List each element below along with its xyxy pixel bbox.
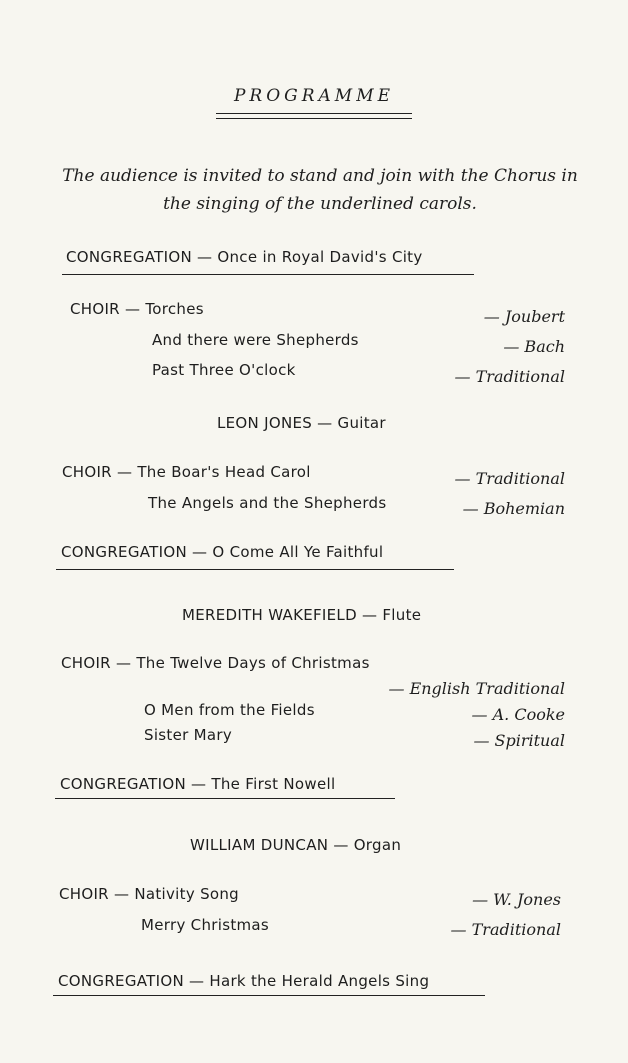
choir-3b: O Men from the Fields	[144, 701, 315, 719]
soloist-3: WILLIAM DUNCAN — Organ	[190, 836, 402, 854]
underline-4	[53, 995, 485, 996]
composer-2: — Traditional	[454, 469, 565, 488]
composer-3c: — Spiritual	[473, 731, 565, 750]
choir-2: CHOIR — The Boar's Head Carol	[62, 463, 311, 481]
page-title: PROGRAMME	[233, 86, 395, 106]
intro-text	[40, 162, 600, 218]
title-rule-bottom	[216, 118, 412, 119]
underline-2	[56, 569, 454, 570]
title-rule-top	[216, 113, 412, 114]
composer-4: — W. Jones	[472, 890, 561, 909]
congregation-3: CONGREGATION — The First Nowell	[60, 775, 336, 793]
composer-3: — English Traditional	[388, 679, 565, 698]
underline-3	[55, 798, 395, 799]
choir-4b: Merry Christmas	[141, 916, 270, 934]
choir-1c: Past Three O'clock	[152, 361, 296, 379]
congregation-4: CONGREGATION — Hark the Herald Angels Sing	[58, 972, 430, 990]
intro-line-2: the singing of the underlined carols.	[163, 194, 477, 214]
choir-3: CHOIR — The Twelve Days of Christmas	[61, 654, 370, 672]
composer-2b: — Bohemian	[462, 499, 565, 518]
underline-1	[62, 274, 474, 275]
choir-1: CHOIR — Torches	[70, 300, 204, 318]
congregation-1: CONGREGATION — Once in Royal David's City	[66, 248, 423, 266]
composer-4b: — Traditional	[450, 920, 561, 939]
intro-line-1: The audience is invited to stand and join with the Chorus in	[62, 166, 578, 186]
choir-1b: And there were Shepherds	[152, 331, 359, 349]
congregation-2: CONGREGATION — O Come All Ye Faithful	[61, 543, 384, 561]
composer-3b: — A. Cooke	[471, 705, 565, 724]
choir-3c: Sister Mary	[144, 726, 233, 744]
composer-1b: — Bach	[503, 337, 565, 356]
choir-2b: The Angels and the Shepherds	[148, 494, 387, 512]
choir-4: CHOIR — Nativity Song	[59, 885, 240, 903]
soloist-2: MEREDITH WAKEFIELD — Flute	[182, 606, 422, 624]
composer-1: — Joubert	[483, 307, 565, 326]
composer-1c: — Traditional	[454, 367, 565, 386]
soloist-1: LEON JONES — Guitar	[217, 414, 386, 432]
